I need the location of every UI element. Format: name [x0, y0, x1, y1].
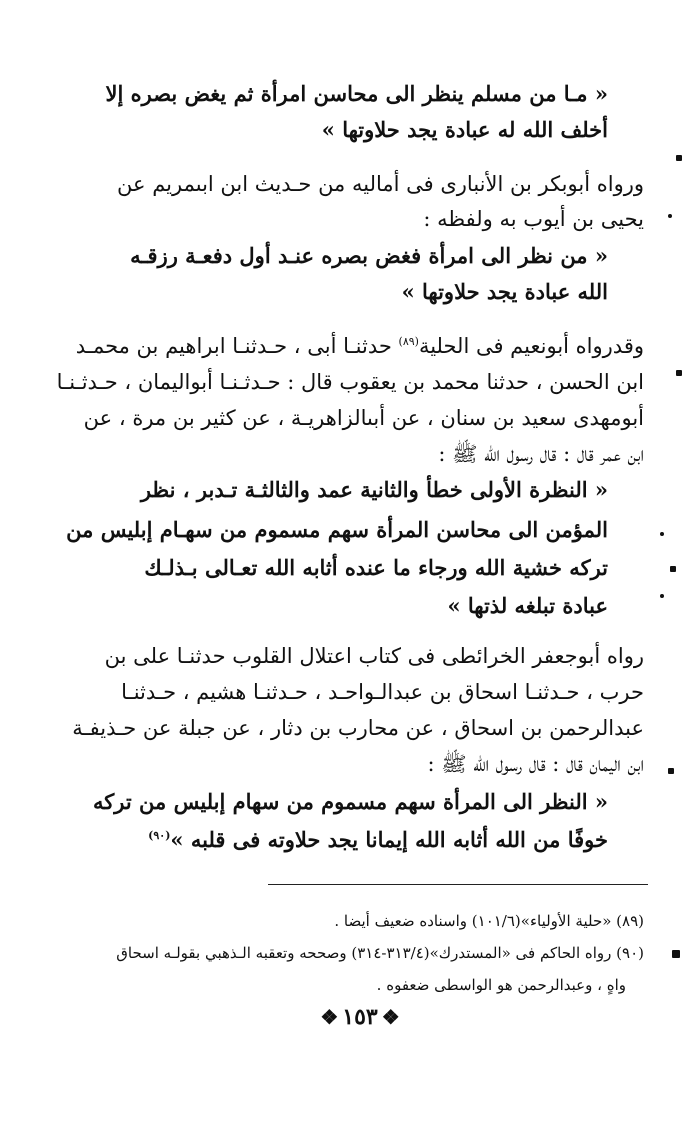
footnote-line: (٨٩) «حلية الأولياء»(١٠١/٦) واسناده ضعيف أيضا .: [334, 912, 644, 930]
hadith-line: « من نظر الى امرأة فغض بصره عنـد أول دفعـة رزقـه: [130, 243, 608, 268]
ornament-right-icon: ❖: [381, 1005, 400, 1029]
text-line: ابن اليمان قال : قال رسول الله ﷺ :: [427, 752, 644, 776]
text-line: يحيى بن أيوب به ولفظه :: [423, 207, 644, 231]
margin-mark: [660, 594, 664, 598]
footnote-ref: (٨٩): [398, 335, 419, 348]
hadith-line: تركه خشية الله ورجاء ما عنده أثابه الله تعـالى بـذلـك: [144, 555, 608, 580]
margin-mark: [670, 566, 676, 572]
text-line: ابن الحسن ، حدثنا محمد بن يعقوب قال : حـدثـنـا أبواليمان ، حـدثـنـا: [56, 370, 644, 394]
hadith-line: « مـا من مسلم ينظر الى محاسن امرأة ثم يغض بصره إلا: [105, 81, 608, 106]
margin-mark: [668, 214, 672, 218]
footnote-divider: [268, 884, 648, 885]
hadith-line: « النظر الى المرأة سهم مسموم من سهام إبليس من تركه: [93, 789, 608, 814]
page-number: [300, 1000, 420, 1034]
footnote-line: (٩٠) رواه الحاكم فى «المستدرك»(٣١٣/٤-٣١٤) وصححه وتعقبه الـذهبي بقولـه اسحاق: [116, 944, 644, 962]
text-line: أبومهدى سعيد بن سنان ، عن أبىالزاهريـة ، عن كثير بن مرة ، عن: [83, 406, 644, 430]
hadith-line: « النظرة الأولى خطأ والثانية عمد والثالثـة تـدبر ، نظر: [140, 477, 608, 502]
text-line: رواه أبوجعفر الخرائطى فى كتاب اعتلال القلوب حدثنـا على بن: [104, 644, 644, 668]
hadith-line: [74, 824, 608, 856]
text-span: حدثنـا أبى ، حـدثنـا ابراهيم بن محمـد: [75, 334, 399, 358]
hadith-line: عبادة تبلغه لذتها »: [447, 593, 608, 618]
text-line: عبدالرحمن بن اسحاق ، عن محارب بن دثار ، عن جبلة عن حـذيفـة: [72, 716, 644, 740]
hadith-line: الله عبادة يجد حلاوتها »: [401, 279, 608, 304]
footnote-line: واهٍ ، وعبدالرحمن هو الواسطى ضعفوه .: [376, 976, 626, 994]
footnote-ref: (٩٠): [148, 829, 171, 842]
ornament-left-icon: ❖: [320, 1005, 339, 1029]
hadith-line: المؤمن الى محاسن المرأة سهم مسموم من سهـام إبليس من: [66, 517, 608, 542]
text-span: وقدرواه أبونعيم فى الحلية: [418, 334, 644, 358]
text-span: خوفًا من الله أثابه الله إيمانا يجد حلاوته فى قلبه »: [170, 827, 608, 852]
text-line: [74, 330, 644, 362]
hadith-line: أخلف الله له عبادة يجد حلاوتها »: [321, 117, 608, 142]
page-number-text: ١٥٣: [342, 1004, 378, 1030]
text-line: ورواه أبوبكر بن الأنبارى فى أماليه من حـديث ابن ابىمريم عن: [117, 172, 644, 196]
margin-mark: [672, 950, 680, 958]
margin-mark: [668, 768, 674, 774]
margin-mark: [676, 370, 682, 376]
text-line: حرب ، حـدثنـا اسحاق بن عبدالـواحـد ، حـدثنـا هشيم ، حـدثنـا: [121, 680, 644, 704]
margin-mark: [660, 532, 664, 536]
margin-mark: [676, 155, 682, 161]
text-line: ابن عمر قال : قال رسول الله ﷺ :: [438, 442, 644, 466]
